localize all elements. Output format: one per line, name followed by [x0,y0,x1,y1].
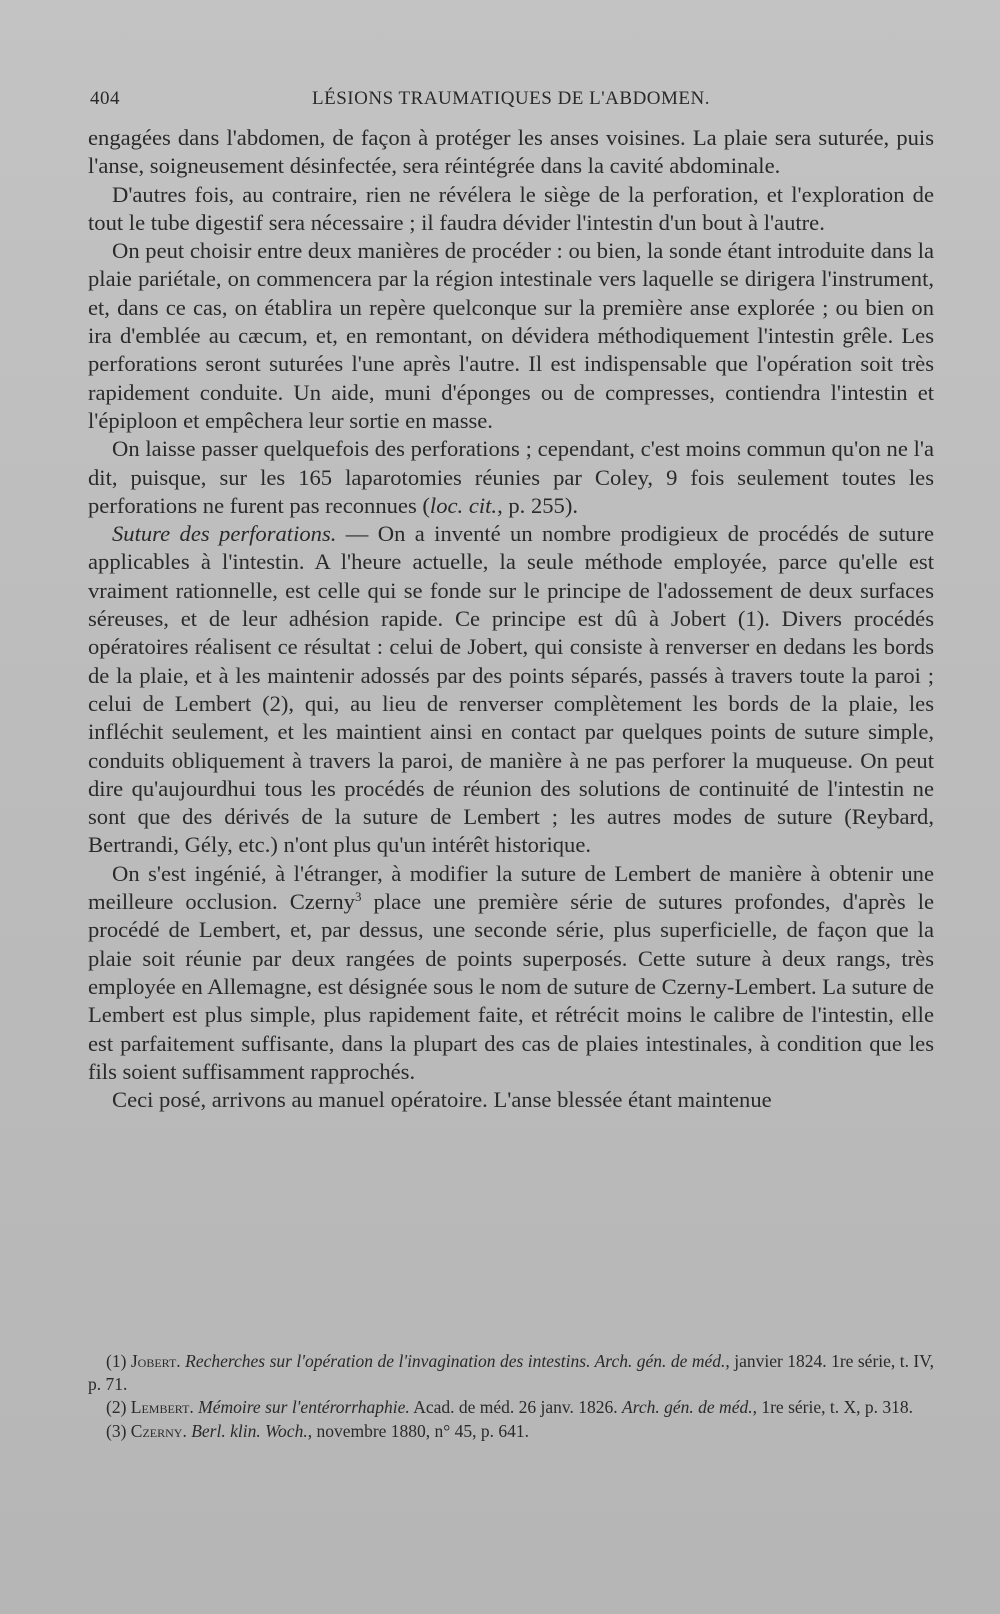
paragraph-6-text-a: On s'est ingénié, à l'étranger, à modifier la suture de Lembert de manière à obtenir une meilleure occlusion. Czerny [88,860,934,915]
footnotes [88,1350,934,1443]
paragraph-1: engagées dans l'abdomen, de façon à protéger les anses voisines. La plaie sera suturée, puis l'anse, soigneusement désinfectée, sera réintégrée dans la cavité abdominale. [88,125,934,179]
paragraph-3: On peut choisir entre deux manières de procéder : ou bien, la sonde étant introduite dans la plaie pariétale, on commencera par la région intestinale vers laquelle se dirigera l'instrument, et, dans ce cas, on établira un repère quelconque sur la première anse explorée ; ou bien on ira d'emblée au cæcum, et, en remontant, on dévidera méthodiquement l'intestin grêle. Les perforations seront suturées l'une après l'autre. Il est indispensable que l'opération soit très rapidement conduite. Un aide, muni d'éponges ou de compresses, contiendra l'intestin et l'épiploon et empêchera leur sortie en masse. [88,238,934,433]
running-title: LÉSIONS TRAUMATIQUES DE L'ABDOMEN. [312,88,710,109]
footnote-2-author: Lembert. [130,1397,194,1417]
footnote-2 [88,1396,934,1419]
page-number: 404 [90,88,120,109]
section-lead-suture: Suture des perforations. [112,521,337,547]
footnote-1-mark: (1) [106,1351,127,1371]
footnote-ref-1: 1 [745,606,757,632]
paragraph-2: D'autres fois, au contraire, rien ne révélera le siège de la perforation, et l'exploration de tout le tube digestif sera nécessaire ; il faudra dévider l'intestin d'un bout à l'autre. [88,181,934,235]
paragraph-4-text-b: , p. 255). [497,492,579,518]
paragraph-5-text-b: ). Divers procédés opératoires réalisent ce résultat : celui de Jobert, qui consiste à renverser en dedans les bords de la plaie, et à les maintenir adossés par des points séparés, passés à travers toute la paroi ; celui de Lembert ( [88,606,935,716]
footnote-2-journal: Arch. gén. de méd. [622,1397,753,1417]
footnote-1-author: Jobert. [130,1351,181,1371]
footnote-ref-3: 3 [354,889,362,905]
footnote-3-mark: (3) [106,1420,127,1441]
footnote-2-rest: , 1re série, t. X, p. 318. [752,1397,913,1417]
footnote-2-title: Mémoire sur l'entérorrhaphie. [198,1397,410,1417]
footnote-ref-2: 2 [269,690,281,716]
paragraph-4-citation: loc. cit. [429,492,498,518]
paragraph-6-text-b: place une première série de sutures profondes, d'après le procédé de Lembert, et, par dessus, une seconde série, plus superficielle, de façon que la plaie soit réunie par deux rangées de points superposés. Cette suture à deux rangs, très employée en Allemagne, est désignée sous le nom de suture de Czerny-Lembert. La suture de Lembert est plus simple, plus rapidement faite, et rétrécit moins le calibre de l'intestin, elle est parfaitement suffisante, dans la plupart des cas de plaies intestinales, à condition que les fils soient suffisamment rapprochés. [88,889,935,1084]
footnote-2-mark: (2) [106,1397,127,1417]
footnote-3-rest: , novembre 1880, n° 45, p. 641. [307,1420,530,1441]
footnote-2-mid: Acad. de méd. 26 janv. 1826. [409,1397,623,1417]
footnote-3 [88,1420,934,1443]
footnote-1-rest: , janvier 1824. 1re série, t. IV, p. 71. [88,1351,934,1394]
paragraph-4-text-a: On laisse passer quelquefois des perforations ; cependant, c'est moins commun qu'on ne l'a dit, puisque, sur les 165 laparotomies réunies par Coley, 9 fois seulement toutes les perforations ne furent pas reconnues ( [88,436,934,518]
paragraph-5 [88,520,934,860]
footnote-3-journal: Berl. klin. Woch. [191,1420,308,1441]
paragraph-5-text-a: — On a inventé un nombre prodigieux de procédés de suture applicables à l'intestin. A l'heure actuelle, la seule méthode employée, parce qu'elle est vraiment rationnelle, est celle qui se fonde sur le principe de l'adossement de deux surfaces séreuses, et de leur adhésion rapide. Ce principe est dû à Jobert ( [88,521,934,632]
paragraph-6 [88,860,934,1086]
paragraph-7: Ceci posé, arrivons au manuel opératoire. L'anse blessée étant maintenue [112,1087,772,1113]
body-text [88,124,934,1114]
footnote-1-title: Recherches sur l'opération de l'invagination des intestins. Arch. gén. de méd. [185,1351,726,1371]
footnote-1 [88,1350,934,1395]
running-header [90,88,932,118]
paragraph-4 [88,435,934,520]
paragraph-5-text-c: ), qui, au lieu de renverser complètement les bords de la plaie, les infléchit seulement, et les maintient ainsi en contact par quelques points de suture simple, conduits obliquement à travers la paroi, de manière à ne pas perforer la muqueuse. On peut dire qu'aujourdhui tous les procédés de réunion des solutions de continuité de l'intestin ne sont que des dérivés de la suture de Lembert ; les autres modes de suture (Reybard, Bertrandi, Gély, etc.) n'ont plus qu'un intérêt historique. [88,690,934,858]
footnote-3-author: Czerny. [130,1420,187,1441]
